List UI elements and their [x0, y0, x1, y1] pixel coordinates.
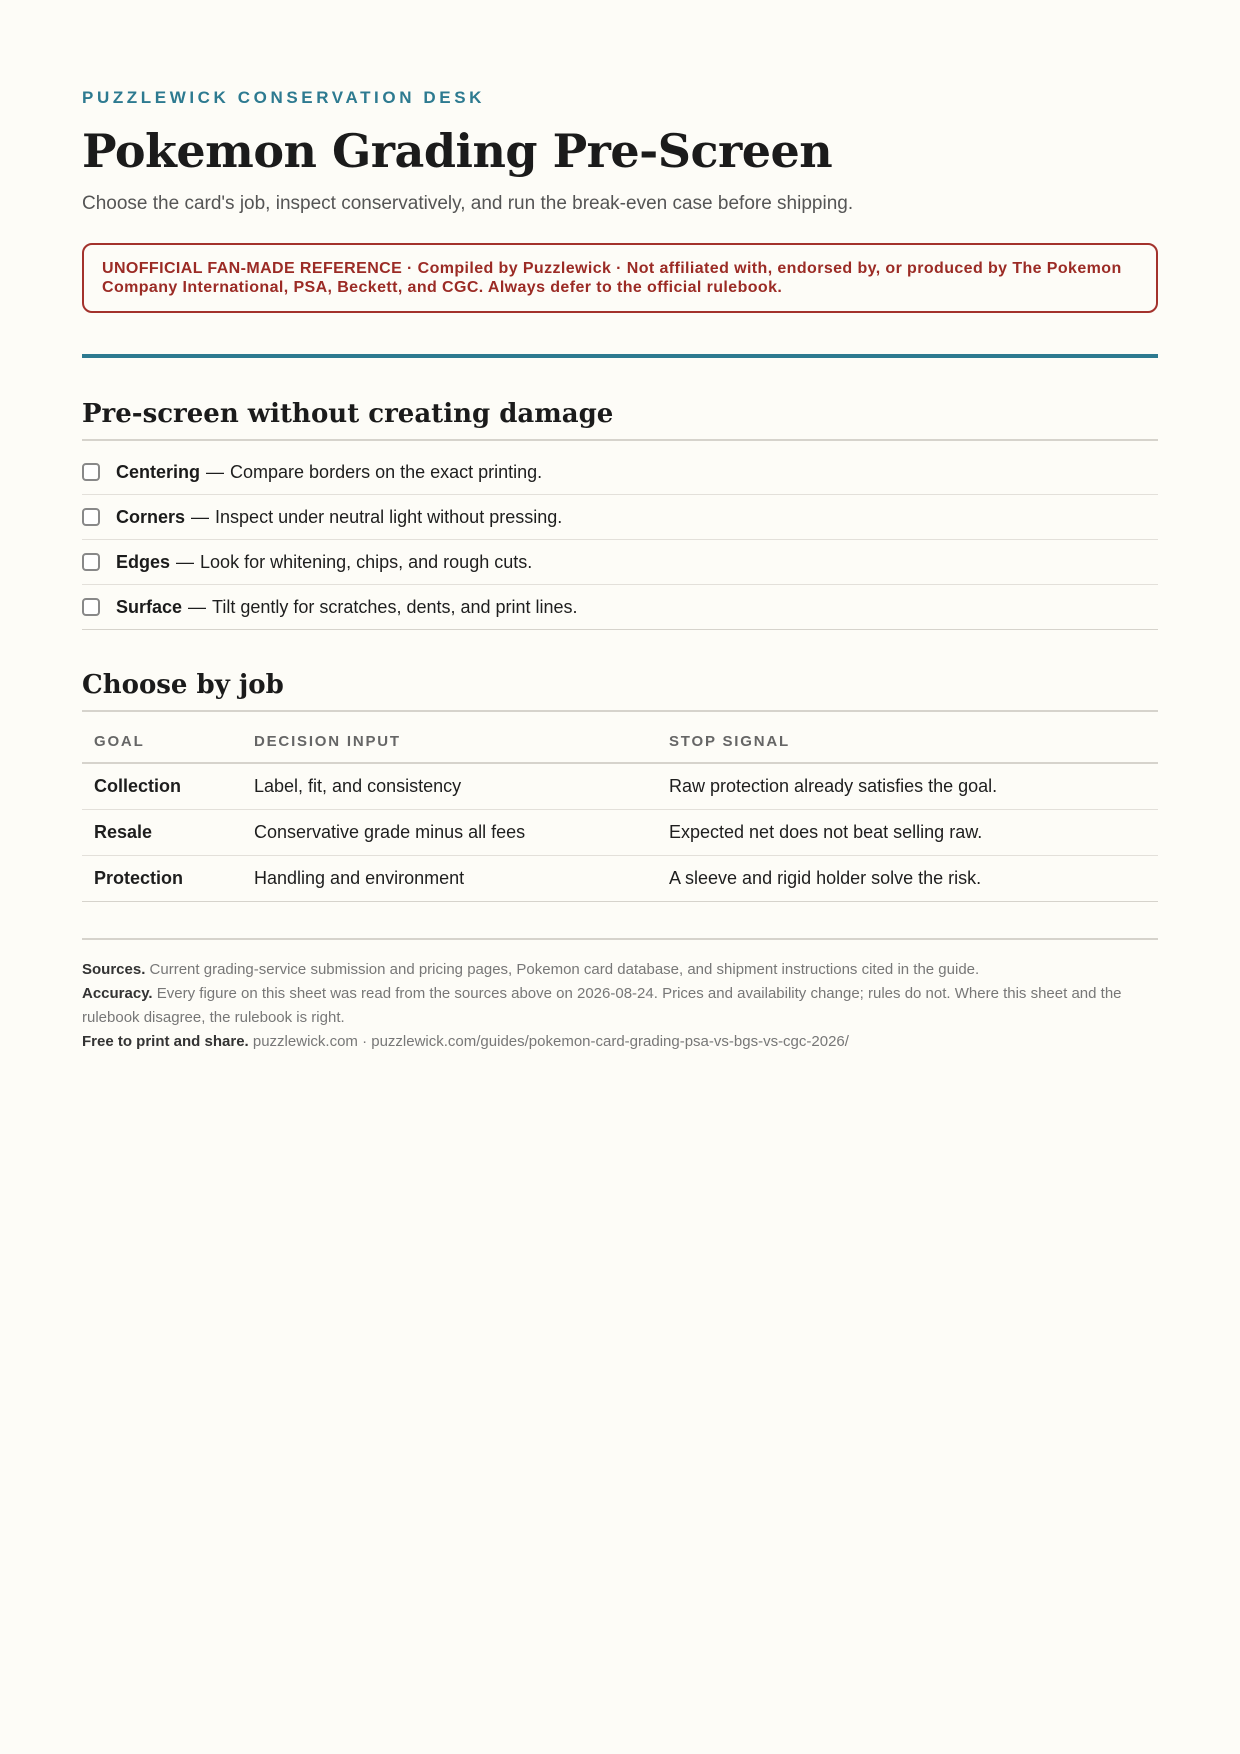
checklist-term: Corners — [116, 506, 186, 527]
table-row — [82, 856, 1158, 902]
checklist-item-edges — [82, 540, 1158, 585]
accuracy-text: Every figure on this sheet was read from the sources above on 2026-08-24. Prices and availability change; rules do not. Where this sheet and the rulebook disagree, the rulebook is right. — [82, 985, 1122, 1026]
share-links[interactable]: puzzlewick.com · puzzlewick.com/guides/pokemon-card-grading-psa-vs-bgs-vs-cgc-2026/ — [252, 1033, 849, 1050]
checkbox[interactable] — [82, 508, 100, 526]
stop-signal-cell: Expected net does not beat selling raw. — [657, 810, 1158, 856]
publisher-eyebrow: PUZZLEWICK CONSERVATION DESK — [82, 88, 486, 107]
goal-cell: Resale — [82, 810, 242, 856]
page-subtitle: Choose the card's job, inspect conservatively, and run the break-even case before shipping. — [82, 193, 854, 214]
checkbox[interactable] — [82, 553, 100, 571]
jobs-table — [82, 720, 1158, 902]
share-note — [82, 1030, 1158, 1054]
share-label: Free to print and share. — [82, 1033, 249, 1050]
checklist-item-surface — [82, 585, 1158, 630]
table-row — [82, 763, 1158, 810]
table-header-row — [82, 720, 1158, 763]
footer-divider — [82, 938, 1158, 940]
checkbox[interactable] — [82, 598, 100, 616]
goal-cell: Collection — [82, 763, 242, 810]
em-dash: — — [206, 461, 225, 482]
column-header-stop-signal: STOP SIGNAL — [657, 720, 1158, 763]
accent-divider — [82, 354, 1158, 358]
em-dash: — — [176, 551, 195, 572]
sources-note — [82, 958, 1158, 982]
disclaimer-box: UNOFFICIAL FAN-MADE REFERENCE · Compiled by Puzzlewick · Not affiliated with, endorsed by, or produced by The Pokemon Company International, PSA, Beckett, and CGC. Always defer to the official rulebook. — [82, 243, 1158, 313]
column-header-goal: GOAL — [82, 720, 242, 763]
sources-text: Current grading-service submission and pricing pages, Pokemon card database, and shipment instructions cited in the guide. — [149, 961, 980, 978]
em-dash: — — [188, 596, 207, 617]
checklist-text: Inspect under neutral light without pressing. — [215, 506, 563, 527]
checklist-item-corners — [82, 495, 1158, 540]
footer — [82, 958, 1158, 1054]
em-dash: — — [191, 506, 210, 527]
goal-cell: Protection — [82, 856, 242, 902]
jobs-section-title: Choose by job — [82, 668, 1158, 712]
page-title: Pokemon Grading Pre-Screen — [82, 124, 833, 178]
checklist-item-centering — [82, 450, 1158, 495]
decision-input-cell: Conservative grade minus all fees — [242, 810, 657, 856]
table-row — [82, 810, 1158, 856]
checklist-text: Compare borders on the exact printing. — [230, 461, 543, 482]
decision-input-cell: Label, fit, and consistency — [242, 763, 657, 810]
stop-signal-cell: Raw protection already satisfies the goal. — [657, 763, 1158, 810]
decision-input-cell: Handling and environment — [242, 856, 657, 902]
checklist-term: Edges — [116, 551, 171, 572]
checklist-term: Surface — [116, 596, 183, 617]
prescreen-checklist — [82, 450, 1158, 630]
prescreen-section-title: Pre-screen without creating damage — [82, 397, 1158, 441]
accuracy-label: Accuracy. — [82, 985, 153, 1002]
checkbox[interactable] — [82, 463, 100, 481]
stop-signal-cell: A sleeve and rigid holder solve the risk. — [657, 856, 1158, 902]
accuracy-note — [82, 982, 1158, 1030]
checklist-term: Centering — [116, 461, 201, 482]
sources-label: Sources. — [82, 961, 146, 978]
checklist-text: Tilt gently for scratches, dents, and print lines. — [212, 596, 578, 617]
column-header-decision-input: DECISION INPUT — [242, 720, 657, 763]
checklist-text: Look for whitening, chips, and rough cuts. — [200, 551, 533, 572]
